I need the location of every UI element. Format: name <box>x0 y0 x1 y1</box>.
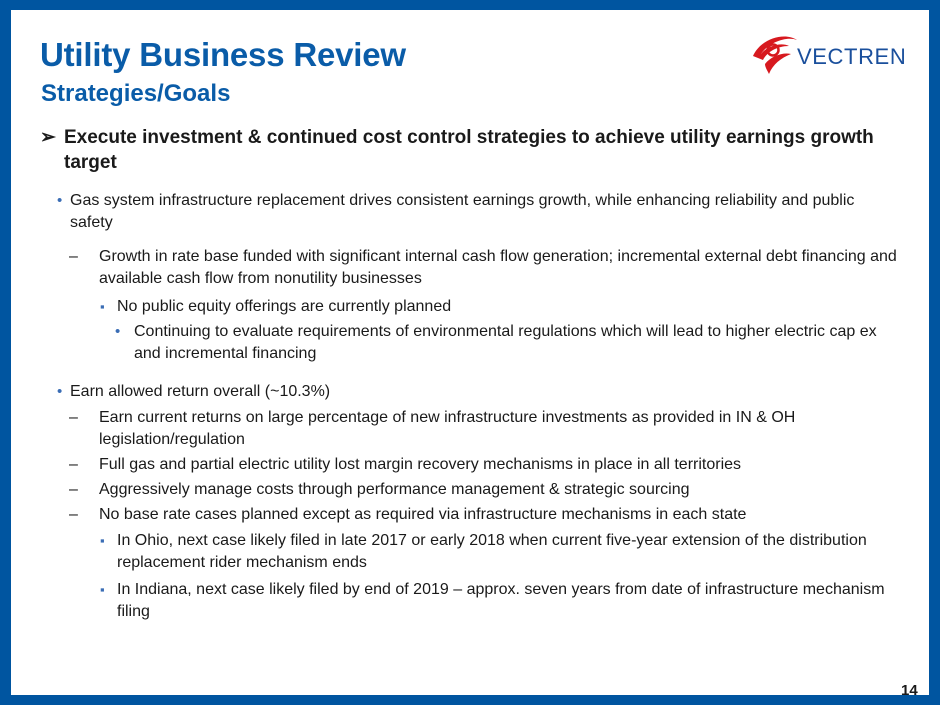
dot-bullet-icon: • <box>115 323 121 340</box>
bullet-text: Gas system infrastructure replacement drives consistent earnings growth, while enhancing reliability and public safety <box>70 192 855 231</box>
dash-bullet-icon: – <box>69 456 78 473</box>
bullet-text: In Indiana, next case likely filed by end of 2019 – approx. seven years from date of infrastructure mechanism filing <box>117 581 885 620</box>
slide-subtitle: Strategies/Goals <box>41 80 231 107</box>
bullet-base-rate-cases <box>69 504 904 526</box>
bullet-indiana <box>100 579 905 623</box>
bullet-current-returns <box>69 407 904 451</box>
dash-bullet-icon: – <box>69 481 78 498</box>
bullet-no-equity <box>100 296 905 318</box>
square-bullet-icon: ▪ <box>100 533 105 548</box>
slide-body <box>11 10 929 695</box>
square-bullet-icon: ▪ <box>100 582 105 597</box>
bullet-text: Aggressively manage costs through performance management & strategic sourcing <box>99 481 690 498</box>
dash-bullet-icon: – <box>69 409 78 426</box>
dot-bullet-icon: • <box>57 383 63 400</box>
page-number: 14 <box>901 682 918 699</box>
dash-bullet-icon: – <box>69 248 78 265</box>
slide-title: Utility Business Review <box>40 36 406 73</box>
bullet-text: Full gas and partial electric utility lost margin recovery mechanisms in place in all territories <box>99 456 742 473</box>
bullet-environmental <box>115 321 895 365</box>
slide <box>11 10 929 699</box>
bullet-gas-infrastructure <box>55 190 901 234</box>
bullet-lost-margin <box>69 454 904 476</box>
bullet-text: Earn current returns on large percentage of new infrastructure investments as provided in IN & OH legislation/regulation <box>99 409 796 448</box>
bullet-text: Earn allowed return overall (~10.3%) <box>70 383 331 400</box>
bullet-allowed-return <box>55 381 901 403</box>
bullet-text: Growth in rate base funded with significant internal cash flow generation; incremental external debt financing and available cash flow from nonutility businesses <box>99 248 897 287</box>
main-bullet <box>41 125 896 175</box>
dash-bullet-icon: – <box>69 506 78 523</box>
bullet-text: In Ohio, next case likely filed in late 2017 or early 2018 when current five-year extension of the distribution replacement rider mechanism ends <box>117 532 867 571</box>
bullet-ohio <box>100 530 905 574</box>
bullet-rate-base <box>69 246 904 290</box>
main-bullet-text: Execute investment & continued cost control strategies to achieve utility earnings growth target <box>64 127 874 173</box>
bullet-text: Continuing to evaluate requirements of environmental regulations which will lead to higher electric cap ex and incremental financing <box>134 323 877 362</box>
logo-wordmark: VECTREN <box>797 44 907 69</box>
bullet-manage-costs <box>69 479 904 501</box>
square-bullet-icon: ▪ <box>100 299 105 314</box>
bullet-text: No base rate cases planned except as required via infrastructure mechanisms in each state <box>99 506 747 523</box>
bullet-text: No public equity offerings are currently planned <box>117 298 452 315</box>
arrow-bullet-icon: ➢ <box>40 127 56 148</box>
dot-bullet-icon: • <box>57 192 63 209</box>
